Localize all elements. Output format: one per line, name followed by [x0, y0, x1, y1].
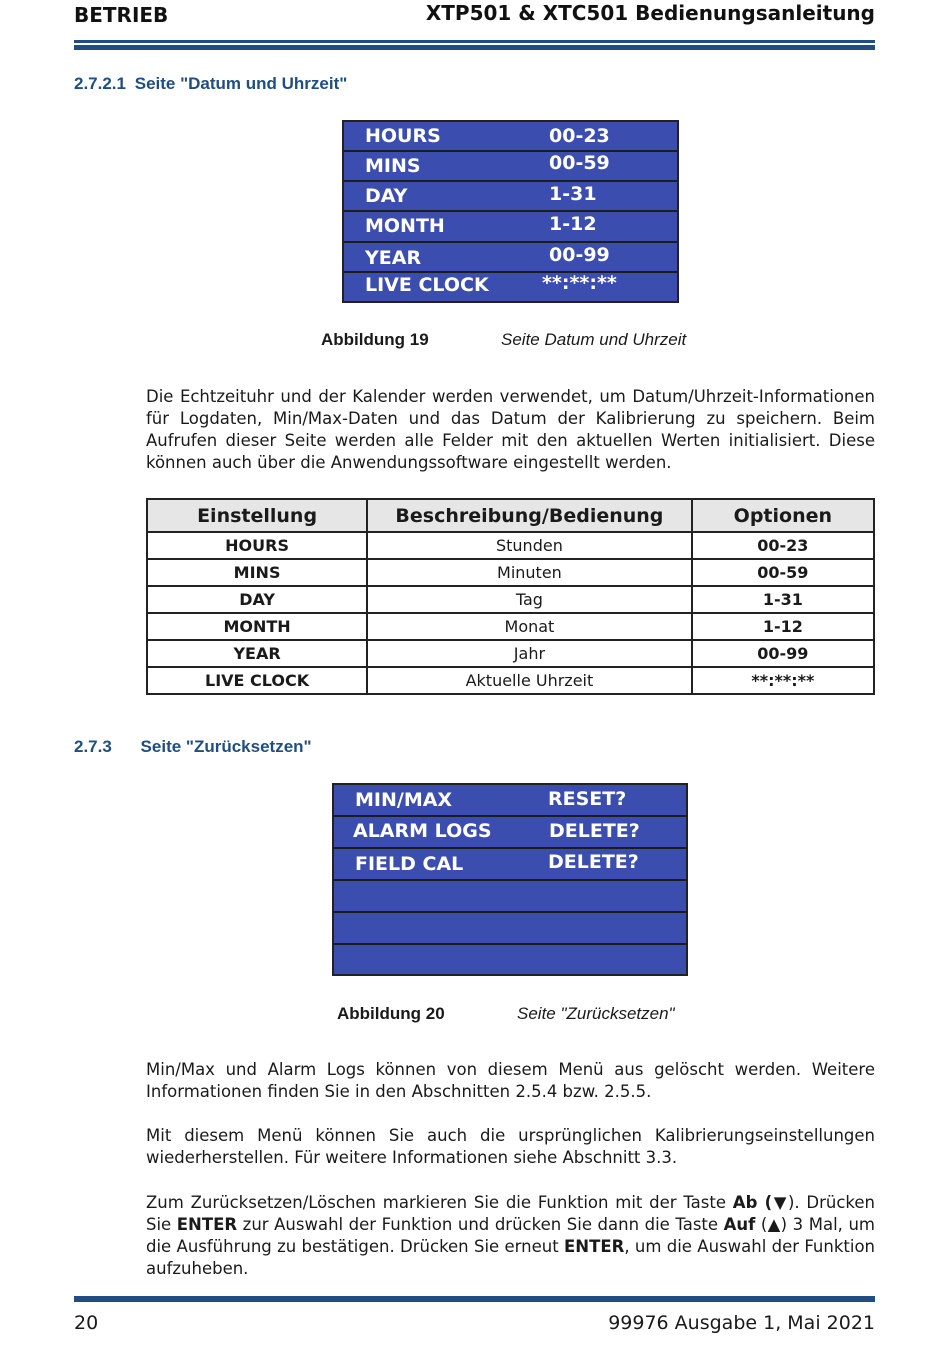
lcd-value: **:**:**	[542, 272, 617, 294]
section-heading-reset	[74, 737, 312, 757]
table-cell-description: Stunden	[367, 532, 692, 559]
lcd-row	[334, 913, 686, 945]
section-title: Seite "Zurücksetzen"	[140, 737, 312, 756]
lcd-row	[344, 273, 677, 301]
edition-info: 99976 Ausgabe 1, Mai 2021	[608, 1312, 875, 1334]
lcd-label: MINS	[365, 155, 421, 177]
figure-number: Abbildung 20	[337, 1004, 445, 1023]
footer-rule	[74, 1296, 875, 1302]
lcd-value: 1-12	[549, 213, 597, 235]
paragraph-text: ). Drücken Sie	[146, 1193, 876, 1234]
table-row	[147, 667, 874, 694]
lcd-row	[344, 182, 677, 212]
lcd-display-reset	[332, 783, 688, 976]
lcd-row	[334, 817, 686, 849]
table-cell-setting: MINS	[147, 559, 367, 586]
section-heading-date-time	[74, 74, 347, 94]
lcd-label: YEAR	[365, 247, 422, 269]
lcd-value: DELETE?	[548, 851, 639, 873]
paragraph-text: zur Auswahl der Funktion und drücken Sie dann die Taste	[237, 1215, 724, 1234]
figure-title: Seite "Zurücksetzen"	[517, 1004, 675, 1023]
paragraph-text: Zum Zurücksetzen/Löschen markieren Sie die Funktion mit der Taste	[146, 1193, 733, 1212]
figure-caption-20	[0, 1004, 950, 1028]
lcd-row	[334, 945, 686, 974]
table-cell-options: **:**:**	[692, 667, 874, 694]
figure-caption-19	[0, 330, 950, 354]
table-cell-options: 00-23	[692, 532, 874, 559]
lcd-label: FIELD CAL	[355, 853, 464, 875]
lcd-label: ALARM LOGS	[353, 820, 492, 842]
table-row	[147, 586, 874, 613]
lcd-value: RESET?	[548, 788, 627, 810]
lcd-row	[344, 212, 677, 243]
table-row	[147, 559, 874, 586]
table-cell-options: 1-31	[692, 586, 874, 613]
paragraph-minmax-logs: Min/Max und Alarm Logs können von diesem Menü aus gelöscht werden. Weitere Informationen finden Sie in den Abschnitten 2.5.4 bzw. 2.5.5.	[146, 1060, 875, 1101]
table-row	[147, 613, 874, 640]
table-cell-description: Aktuelle Uhrzeit	[367, 667, 692, 694]
table-header-cell: Beschreibung/Bedienung	[367, 499, 692, 532]
lcd-value: 00-23	[549, 125, 610, 147]
table-cell-options: 00-59	[692, 559, 874, 586]
header-rule-thick	[74, 45, 875, 50]
header-rule-thin	[74, 40, 875, 43]
table-row	[147, 532, 874, 559]
lcd-row	[334, 785, 686, 817]
paragraph-calibration: Mit diesem Menü können Sie auch die ursprünglichen Kalibrierungseinstellungen wiederherstellen. Für weitere Informationen siehe Abschnitt 3.3.	[146, 1126, 875, 1167]
lcd-label: MONTH	[365, 215, 445, 237]
section-number: 2.7.2.1	[74, 74, 126, 93]
table-cell-setting: LIVE CLOCK	[147, 667, 367, 694]
table-cell-setting: DAY	[147, 586, 367, 613]
lcd-value: 1-31	[549, 183, 597, 205]
lcd-label: MIN/MAX	[355, 789, 453, 811]
lcd-row	[344, 152, 677, 182]
lcd-display-date-time	[342, 120, 679, 303]
paragraph-reset-instructions	[146, 1192, 875, 1280]
key-enter-label: ENTER	[176, 1215, 238, 1234]
table-cell-setting: YEAR	[147, 640, 367, 667]
figure-title: Seite Datum und Uhrzeit	[501, 330, 687, 349]
lcd-row	[344, 122, 677, 152]
table-cell-setting: MONTH	[147, 613, 367, 640]
paragraph-text: (▲) 3 Mal, um die Ausführung zu bestätigen. Drücken Sie erneut	[146, 1215, 875, 1256]
lcd-label: HOURS	[365, 125, 441, 147]
table-cell-description: Jahr	[367, 640, 692, 667]
lcd-row	[344, 243, 677, 273]
section-title: Seite "Datum und Uhrzeit"	[134, 74, 348, 93]
paragraph-text: , um die Auswahl der Funktion aufzuheben.	[146, 1237, 875, 1278]
settings-table	[146, 498, 875, 695]
lcd-value: DELETE?	[549, 820, 640, 842]
lcd-value: 00-99	[549, 244, 610, 266]
section-number: 2.7.3	[74, 737, 112, 756]
paragraph-intro: Die Echtzeituhr und der Kalender werden verwendet, um Datum/Uhrzeit-Informationen für Logdaten, Min/Max-Daten und das Datum der Kalibrierung zu speichern. Beim Aufrufen dieser Seite werden alle Felder mit den aktuellen Werten initialisiert. Diese können auch über die Anwendungssoftware eingestellt werden.	[146, 387, 875, 472]
table-header-cell: Einstellung	[147, 499, 367, 532]
header-section-label: BETRIEB	[74, 3, 169, 27]
figure-number: Abbildung 19	[321, 330, 429, 349]
table-header-cell: Optionen	[692, 499, 874, 532]
key-up-label: Auf	[723, 1215, 756, 1234]
table-header-row	[147, 499, 874, 532]
key-enter-label: ENTER	[564, 1237, 625, 1256]
table-cell-options: 1-12	[692, 613, 874, 640]
lcd-value: 00-59	[549, 152, 610, 174]
table-cell-description: Tag	[367, 586, 692, 613]
table-cell-setting: HOURS	[147, 532, 367, 559]
table-cell-description: Minuten	[367, 559, 692, 586]
table-row	[147, 640, 874, 667]
header-manual-title: XTP501 & XTC501 Bedienungsanleitung	[425, 1, 875, 25]
lcd-label: LIVE CLOCK	[365, 274, 489, 296]
page-number: 20	[74, 1312, 99, 1334]
lcd-label: DAY	[365, 185, 408, 207]
lcd-row	[334, 881, 686, 913]
table-cell-description: Monat	[367, 613, 692, 640]
key-down-label: Ab (▼	[732, 1193, 788, 1212]
table-cell-options: 00-99	[692, 640, 874, 667]
lcd-row	[334, 849, 686, 881]
